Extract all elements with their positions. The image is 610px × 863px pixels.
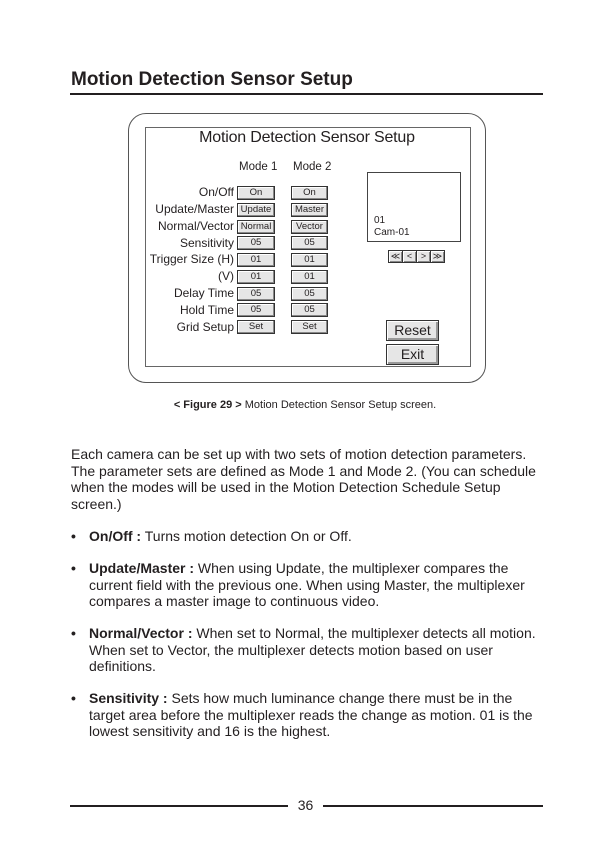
bullet-text: When using Update, the multiplexer compares the current field with the previous one. When using Master, the multiplexer compares a master image to continuous video. (89, 560, 525, 609)
camera-preview (367, 172, 461, 242)
mode1-hold-time-field[interactable]: 05 (237, 303, 275, 317)
row-label-normal-vector: Normal/Vector (157, 219, 234, 233)
first-camera-icon[interactable]: ≪ (388, 250, 403, 263)
bullet-dot: • (71, 690, 76, 706)
page-number: 36 (297, 797, 314, 813)
row-label-on-off: On/Off (198, 185, 234, 199)
mode2-trigger-h-field[interactable]: 01 (291, 253, 328, 267)
mode1-header: Mode 1 (239, 161, 278, 173)
mode2-trigger-v-field[interactable]: 01 (291, 270, 328, 284)
preview-camera-label: Cam-01 (374, 227, 410, 238)
mode1-delay-time-field[interactable]: 05 (237, 287, 275, 301)
caption-text: Motion Detection Sensor Setup screen. (241, 399, 437, 411)
exit-button[interactable]: Exit (386, 344, 439, 365)
prev-camera-icon[interactable]: < (402, 250, 417, 263)
footer-rule-left (70, 805, 288, 807)
figure-title: Motion Detection Sensor Setup (199, 129, 415, 146)
bullet-text: Sets how much luminance change there must be in the target area before the multiplexer reads the change as motion. 01 is the lowest sensitivity and 16 is the highest. (89, 690, 533, 739)
mode2-on-off-button[interactable]: On (291, 186, 328, 200)
mode1-trigger-h-field[interactable]: 01 (237, 253, 275, 267)
figure-caption (0, 399, 610, 411)
reset-button[interactable]: Reset (386, 320, 439, 341)
mode2-normal-vector-button[interactable]: Vector (291, 220, 328, 234)
mode1-trigger-v-field[interactable]: 01 (237, 270, 275, 284)
section-heading: Motion Detection Sensor Setup (71, 69, 353, 90)
row-label-trigger-v: (V) (218, 269, 234, 283)
bullet-term: On/Off : (89, 528, 142, 544)
row-label-hold-time: Hold Time (179, 303, 234, 317)
mode1-sensitivity-field[interactable]: 05 (237, 236, 275, 250)
last-camera-icon[interactable]: ≫ (430, 250, 445, 263)
mode2-delay-time-field[interactable]: 05 (291, 287, 328, 301)
row-label-sensitivity: Sensitivity (179, 236, 234, 250)
row-label-update-master: Update/Master (155, 202, 234, 216)
row-label-grid-setup: Grid Setup (176, 320, 234, 334)
bullet-dot: • (71, 560, 76, 576)
mode2-header: Mode 2 (293, 161, 332, 173)
mode2-sensitivity-field[interactable]: 05 (291, 236, 328, 250)
bullet-term: Normal/Vector : (89, 625, 193, 641)
intro-paragraph: Each camera can be set up with two sets of motion detection parameters. The parameter sets are defined as Mode 1 and Mode 2. (You can schedule when the modes will be used in the Motion Detection Schedule Setup screen.) (71, 446, 536, 512)
mode1-update-master-button[interactable]: Update (237, 203, 275, 217)
figure-ref: < Figure 29 > (173, 399, 242, 411)
heading-rule (70, 93, 543, 95)
bullet-dot: • (71, 528, 76, 544)
mode1-normal-vector-button[interactable]: Normal (237, 220, 275, 234)
mode1-grid-setup-button[interactable]: Set (237, 320, 275, 334)
row-label-delay-time: Delay Time (173, 286, 234, 300)
row-label-trigger-h: Trigger Size (H) (149, 252, 234, 266)
mode2-hold-time-field[interactable]: 05 (291, 303, 328, 317)
bullet-dot: • (71, 625, 76, 641)
bullet-text: When set to Normal, the multiplexer detects all motion. When set to Vector, the multiplexer detects motion based on user definitions. (89, 625, 536, 674)
bullet-text: Turns motion detection On or Off. (141, 528, 352, 544)
bullet-term: Update/Master : (89, 560, 195, 576)
mode2-update-master-button[interactable]: Master (291, 203, 328, 217)
bullet-term: Sensitivity : (89, 690, 168, 706)
footer-rule-right (323, 805, 543, 807)
next-camera-icon[interactable]: > (416, 250, 431, 263)
mode2-grid-setup-button[interactable]: Set (291, 320, 328, 334)
preview-number: 01 (374, 215, 386, 226)
mode1-on-off-button[interactable]: On (237, 186, 275, 200)
